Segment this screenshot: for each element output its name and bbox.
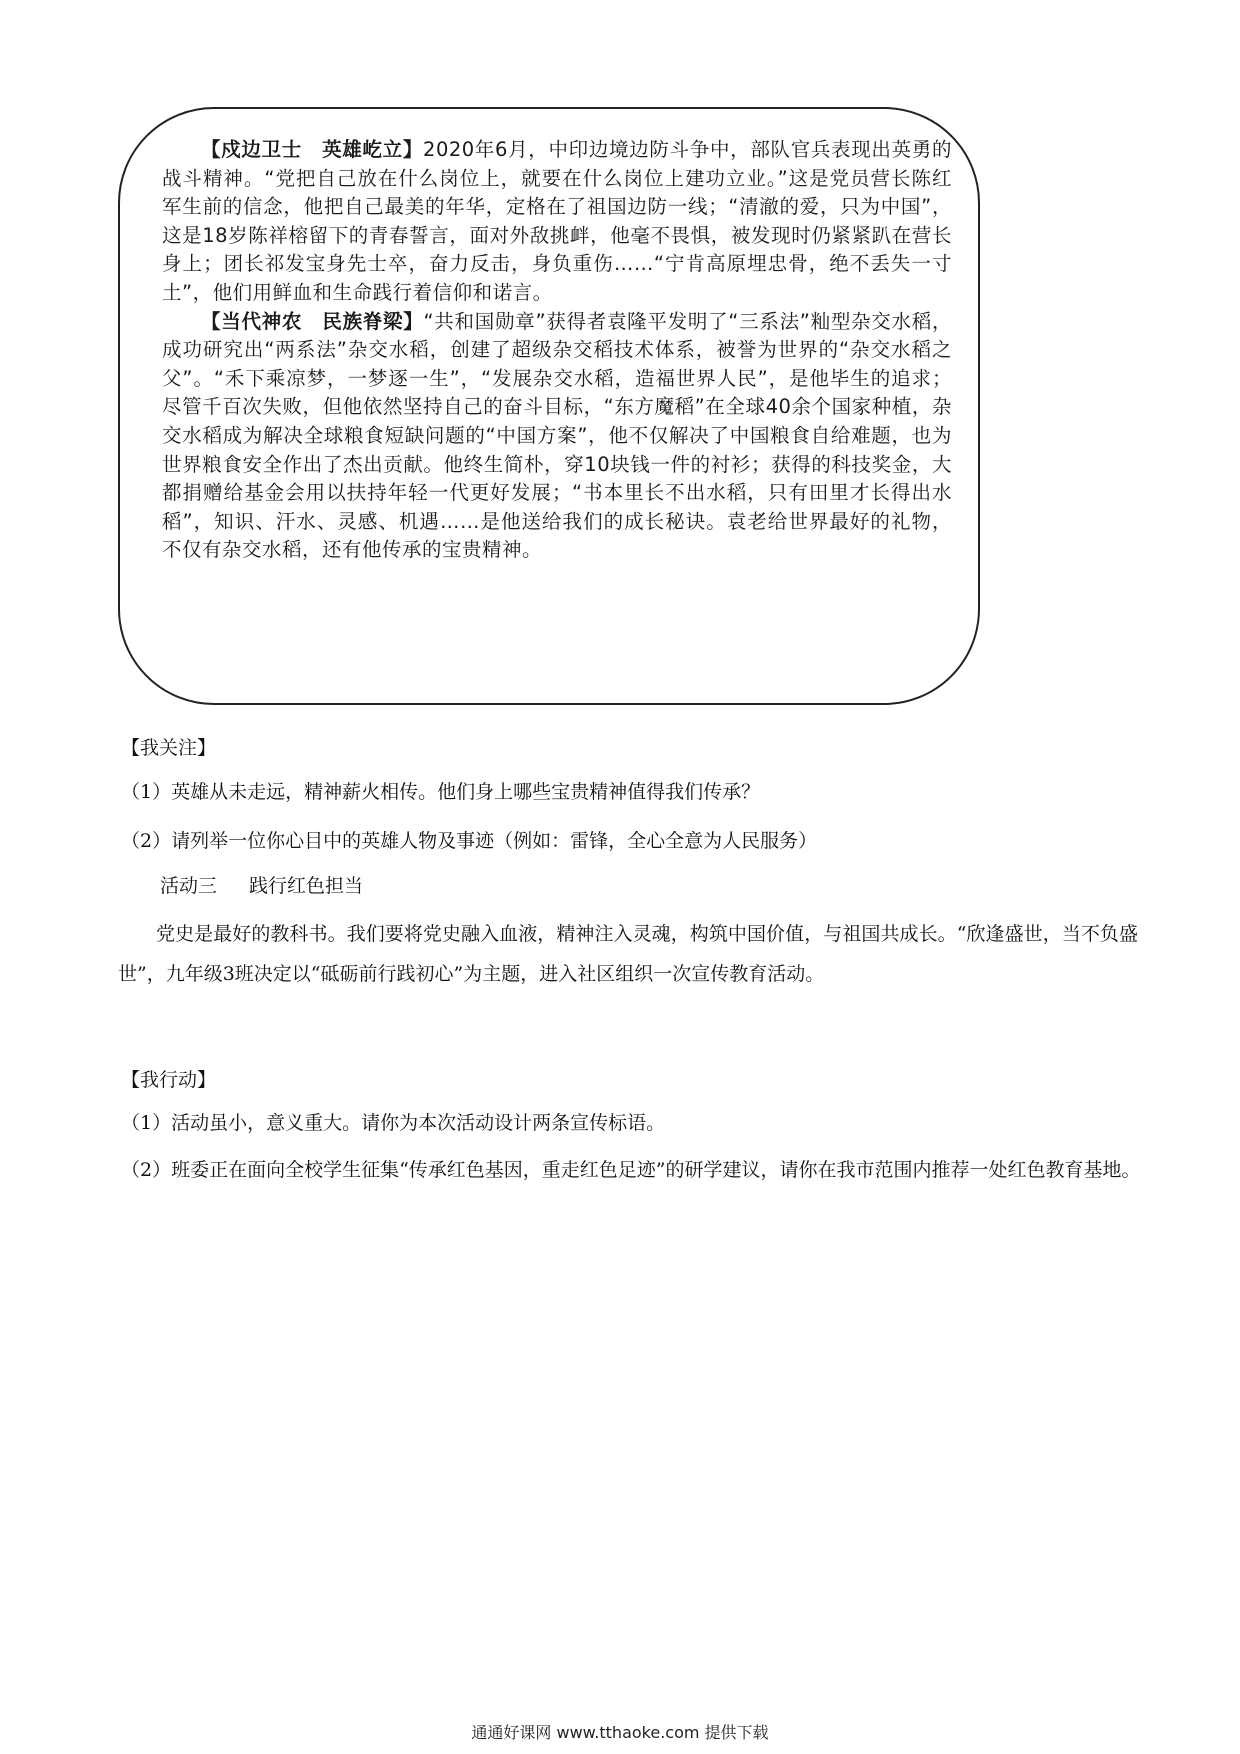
action-question-1: （1）活动虽小，意义重大。请你为本次活动设计两条宣传标语。 [121, 1112, 666, 1134]
paragraph-heading: 【戍边卫士 英雄屹立】 [201, 138, 424, 161]
paragraph-body: “共和国勋章”获得者袁隆平发明了“三系法”籼型杂交水稻，成功研究出“两系法”杂交水稻，创建了超级杂交稻技术体系，被誉为世界的“杂交水稻之父”。“禾下乘凉梦，一梦逐一生”，“发展杂交水稻，造福世界人民”，是他毕生的追求；尽管千百次失败，但他依然坚持自己的奋斗目标，“东方魔稻”在全球40余个国家种植，杂交水稻成为解决全球粮食短缺问题的“中国方案”，他不仅解决了中国粮食自给难题，也为世界粮食安全作出了杰出贡献。他终生简朴，穿10块钱一件的衬衫；获得的科技奖金，大都捐赠给基金会用以扶持年轻一代更好发展；“书本里长不出水稻，只有田里才长得出水稻”，知识、汗水、灵感、机遇……是他送给我们的成长秘诀。袁老给世界最好的礼物，不仅有杂交水稻，还有他传承的宝贵精神。 [162, 309, 952, 562]
focus-question-2: （2）请列举一位你心目中的英雄人物及事迹（例如：雷锋，全心全意为人民服务） [121, 830, 818, 852]
activity-title: 践行红色担当 [249, 875, 364, 897]
activity-intro: 党史是最好的教科书。我们要将党史融入血液，精神注入灵魂，构筑中国价值，与祖国共成长。“欣逢盛世，当不负盛世”，九年级3班决定以“砥砺前行践初心”为主题，进入社区组织一次宣传教育活动。 [118, 923, 1138, 985]
footer-watermark: 通通好课网 www.tthaoke.com 提供下载 [471, 1723, 769, 1742]
action-title: 【我行动】 [121, 1069, 217, 1091]
material-text [162, 136, 952, 565]
action-question-2: （2）班委正在面向全校学生征集“传承红色基因，重走红色足迹”的研学建议，请你在我市范围内推荐一处红色教育基地。 [121, 1159, 1141, 1181]
focus-title: 【我关注】 [121, 737, 217, 759]
paragraph-body: 2020年6月，中印边境边防斗争中，部队官兵表现出英勇的战斗精神。“党把自己放在什么岗位上，就要在什么岗位上建功立业。”这是党员营长陈红军生前的信念，他把自己最美的年华，定格在了祖国边防一线；“清澈的爱，只为中国”，这是18岁陈祥榕留下的青春誓言，面对外敌挑衅，他毫不畏惧，被发现时仍紧紧趴在营长身上；团长祁发宝身先士卒，奋力反击，身负重伤……“宁肯高原埋忠骨，绝不丢失一寸土”，他们用鲜血和生命践行着信仰和诺言。 [162, 138, 952, 304]
paragraph-heading: 【当代神农 民族脊梁】 [201, 309, 424, 333]
activity-label: 活动三 [160, 875, 218, 897]
material-paragraph-guards [162, 136, 952, 308]
focus-question-1: （1）英雄从未走远，精神薪火相传。他们身上哪些宝贵精神值得我们传承？ [121, 781, 761, 803]
material-paragraph-yuan-longping [162, 308, 952, 565]
activity-heading [160, 873, 363, 899]
